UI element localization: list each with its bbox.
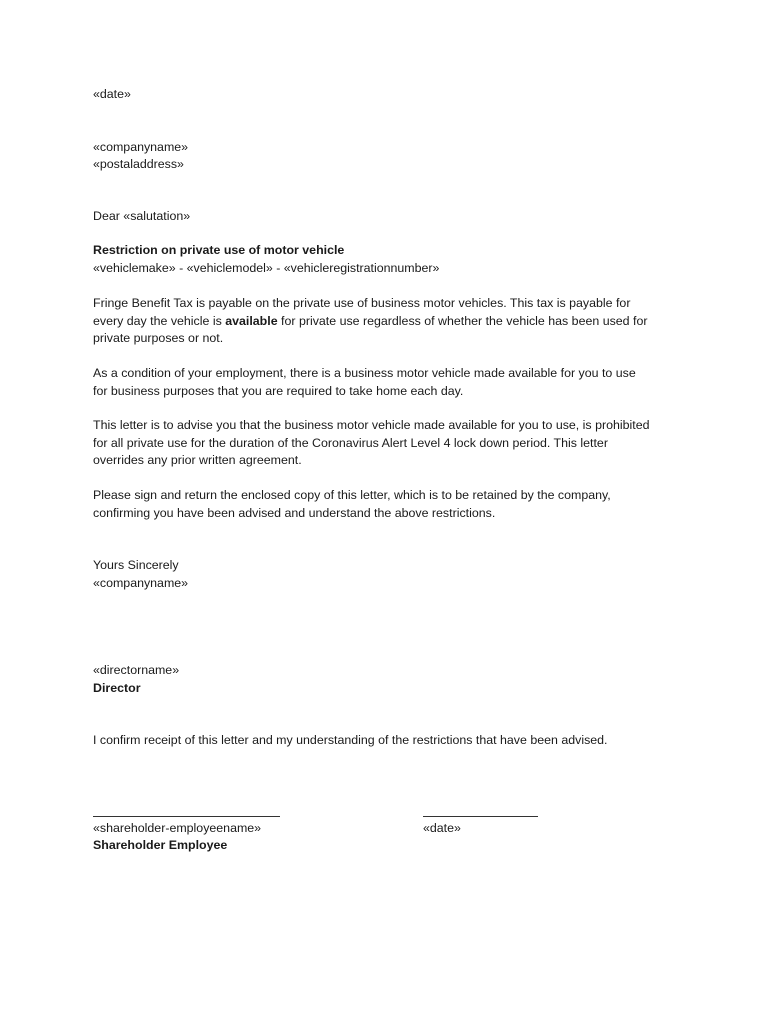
paragraph-line: overrides any prior written agreement. (93, 453, 302, 467)
text-run: every day the vehicle is (93, 313, 226, 328)
employee-title: Shareholder Employee (93, 838, 228, 852)
confirmation-statement: I confirm receipt of this letter and my understanding of the restrictions that have been advised. (93, 733, 608, 747)
sign-date: «date» (423, 821, 461, 835)
paragraph-line: Fringe Benefit Tax is payable on the private use of business motor vehicles. This tax is payable for (93, 296, 631, 310)
letter-date: «date» (93, 87, 131, 101)
subject-vehicle: «vehiclemake» - «vehiclemodel» - «vehicleregistrationnumber» (93, 261, 440, 275)
greeting: Dear «salutation» (93, 209, 191, 223)
subject-title: Restriction on private use of motor vehicle (93, 243, 345, 257)
director-name: «directorname» (93, 663, 180, 677)
emphasis-available: available (225, 313, 278, 328)
closing: Yours Sincerely (93, 558, 179, 572)
paragraph-line: As a condition of your employment, there is a business motor vehicle made available for you to use (93, 366, 636, 380)
paragraph-line: for business purposes that you are required to take home each day. (93, 383, 464, 398)
paragraph-line: Please sign and return the enclosed copy of this letter, which is to be retained by the company, (93, 488, 611, 502)
paragraph-employment (93, 365, 693, 400)
closing-company: «companyname» (93, 576, 189, 590)
paragraph-prohibition (93, 417, 693, 470)
employee-name: «shareholder-employeename» (93, 821, 262, 835)
employee-signature-line (93, 816, 280, 817)
date-signature-line (423, 816, 538, 817)
paragraph-fbt (93, 295, 693, 348)
paragraph-line: This letter is to advise you that the business motor vehicle made available for you to use, is prohibited (93, 418, 650, 432)
postal-address: «postaladdress» (93, 157, 184, 171)
director-title: Director (93, 681, 141, 695)
paragraph-line: private purposes or not. (93, 331, 224, 345)
text-run: for private use regardless of whether the vehicle has been used for (277, 313, 648, 328)
paragraph-line: confirming you have been advised and understand the above restrictions. (93, 505, 496, 520)
paragraph-line (93, 313, 693, 331)
company-name: «companyname» (93, 140, 189, 154)
paragraph-line: for all private use for the duration of the Coronavirus Alert Level 4 lock down period. This letter (93, 435, 608, 450)
paragraph-sign-return (93, 487, 693, 522)
